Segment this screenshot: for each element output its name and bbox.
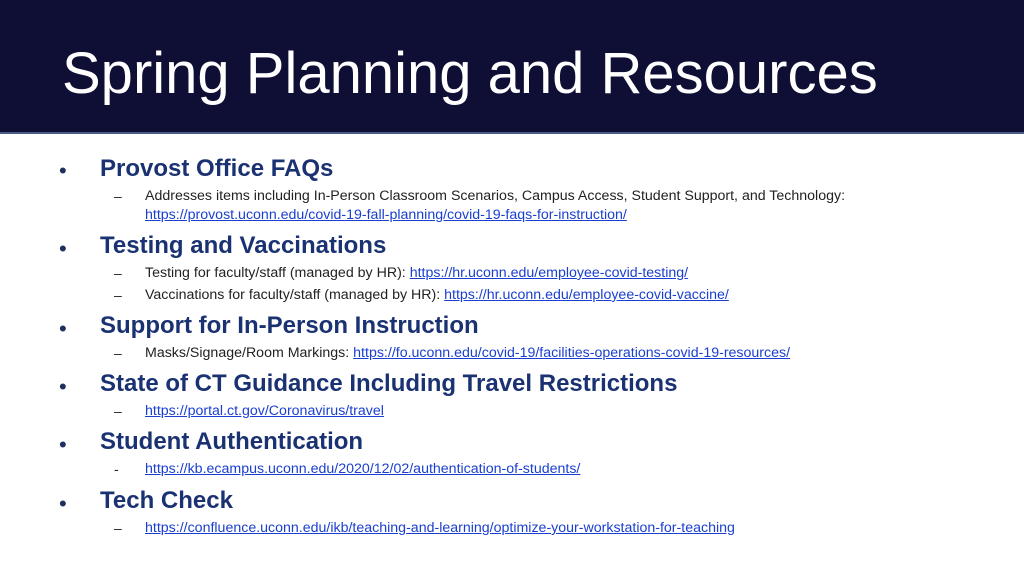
heading-tech-check: Tech Check xyxy=(100,487,233,514)
sub-line-testing xyxy=(145,265,688,281)
sub-dash: – xyxy=(114,265,122,281)
sub-dash: - xyxy=(114,461,119,477)
link-facilities[interactable]: https://fo.uconn.edu/covid-19/facilities-operations-covid-19-resources/ xyxy=(353,345,791,361)
sub-dash: – xyxy=(114,188,122,204)
bullet-dot: • xyxy=(59,374,67,399)
heading-ct-guidance: State of CT Guidance Including Travel Restrictions xyxy=(100,370,678,397)
link-ct-travel[interactable]: https://portal.ct.gov/Coronavirus/travel xyxy=(145,403,384,419)
link-testing[interactable]: https://hr.uconn.edu/employee-covid-testing/ xyxy=(409,265,689,281)
link-student-auth[interactable]: https://kb.ecampus.uconn.edu/2020/12/02/authentication-of-students/ xyxy=(145,461,581,477)
sub-text-vaccine: Vaccinations for faculty/staff (managed by HR): xyxy=(145,287,445,303)
link-tech-check[interactable]: https://confluence.uconn.edu/ikb/teaching-and-learning/optimize-your-workstation-for-teaching xyxy=(145,520,735,536)
sub-text-provost-faqs: Addresses items including In-Person Classroom Scenarios, Campus Access, Student Support, and Technology: xyxy=(145,188,846,204)
bullet-dot: • xyxy=(59,491,67,516)
bullet-dot: • xyxy=(59,158,67,183)
sub-line-masks xyxy=(145,345,790,361)
heading-student-auth: Student Authentication xyxy=(100,428,364,455)
link-vaccine[interactable]: https://hr.uconn.edu/employee-covid-vaccine/ xyxy=(444,287,729,303)
bullet-dot: • xyxy=(59,316,67,341)
sub-dash: – xyxy=(114,520,122,536)
heading-support: Support for In-Person Instruction xyxy=(100,312,479,339)
bullet-dot: • xyxy=(59,432,67,457)
sub-dash: – xyxy=(114,345,122,361)
heading-testing: Testing and Vaccinations xyxy=(100,232,387,259)
heading-provost-faqs: Provost Office FAQs xyxy=(100,155,334,182)
sub-line-vaccine xyxy=(145,287,729,303)
sub-text-masks: Masks/Signage/Room Markings: xyxy=(145,345,354,361)
sub-dash: – xyxy=(114,403,122,419)
sub-text-testing: Testing for faculty/staff (managed by HR): xyxy=(145,265,410,281)
sub-dash: – xyxy=(114,287,122,303)
title-bar xyxy=(0,0,1024,134)
bullet-dot: • xyxy=(59,236,67,261)
link-provost-faqs[interactable]: https://provost.uconn.edu/covid-19-fall-planning/covid-19-faqs-for-instruction/ xyxy=(145,207,627,223)
slide-title: Spring Planning and Resources xyxy=(62,41,878,106)
